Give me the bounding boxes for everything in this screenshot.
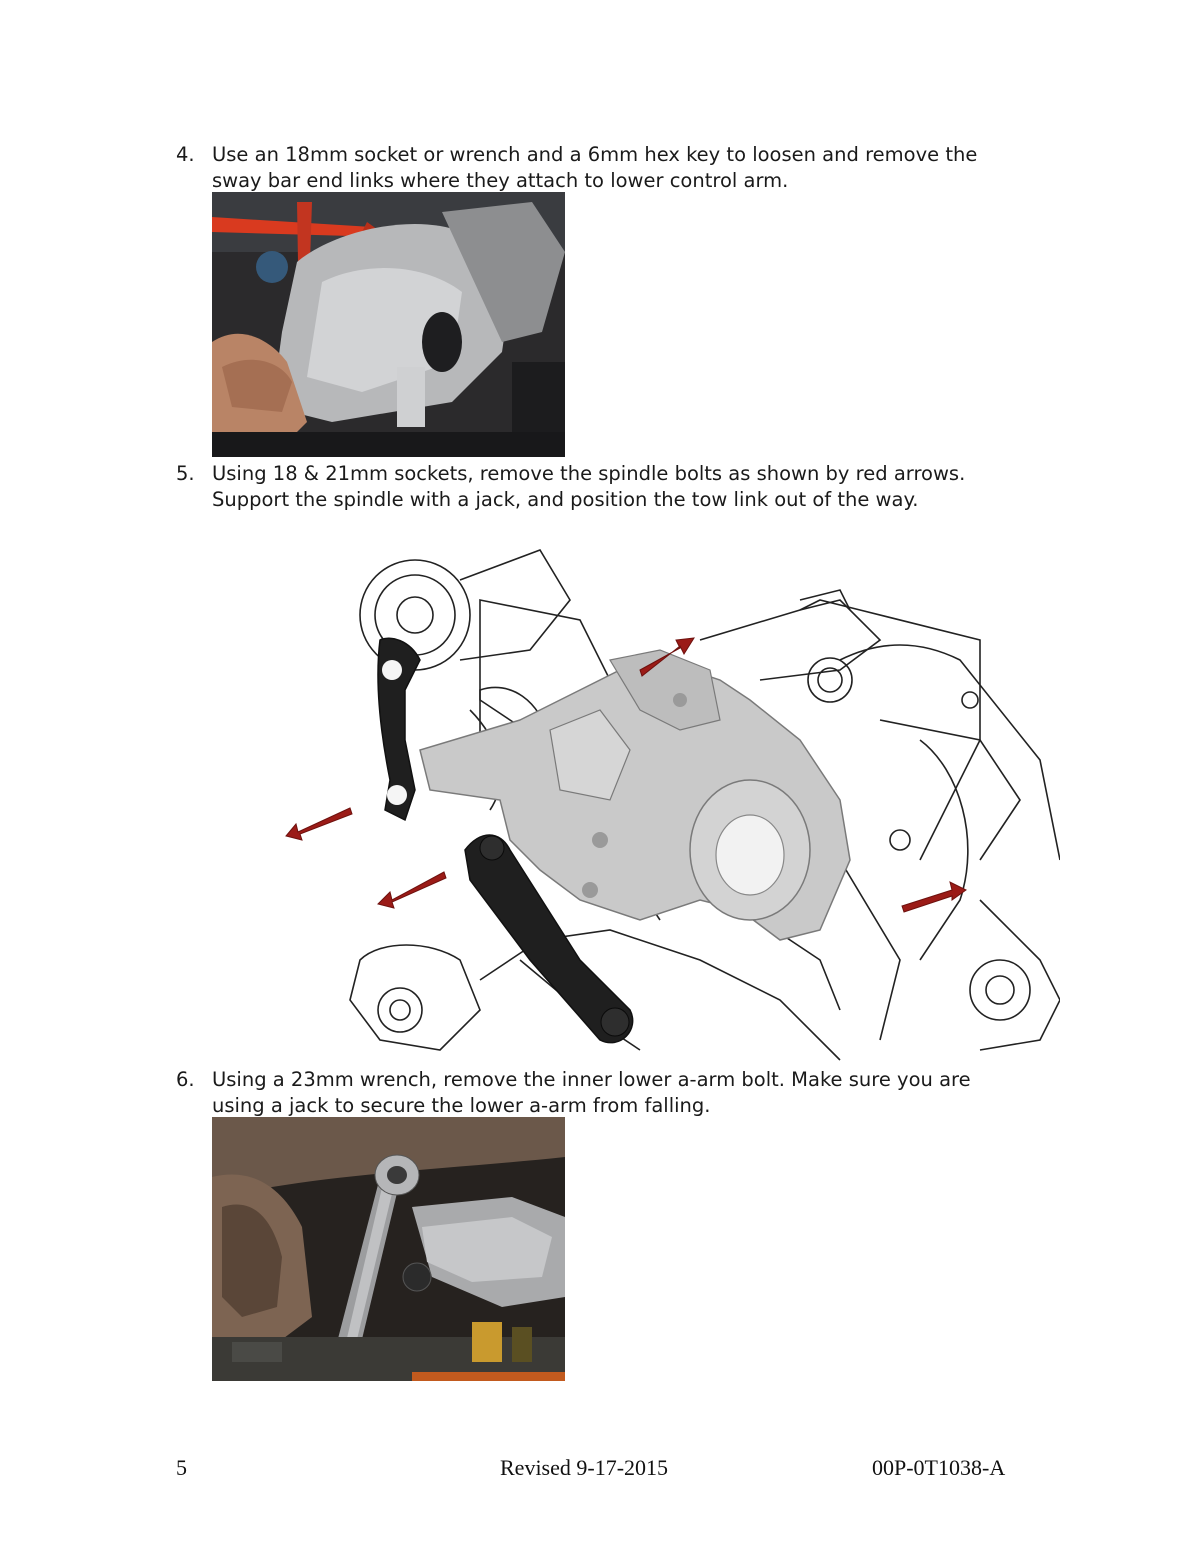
step-text: Using a 23mm wrench, remove the inner lower a-arm bolt. Make sure you are using a jack to secure the lower a-arm from falling. xyxy=(212,1068,971,1117)
sway-bar-end-link-photo xyxy=(212,192,565,457)
page-number: 5 xyxy=(176,1455,187,1480)
spindle-bolts-diagram xyxy=(280,540,1060,1065)
part-number: 00P-0T1038-A xyxy=(872,1455,1006,1480)
step-text: Use an 18mm socket or wrench and a 6mm hex key to loosen and remove the sway bar end links where they attach to lower control arm. xyxy=(212,143,978,192)
step-number: 4. xyxy=(176,143,195,166)
step-number: 6. xyxy=(176,1068,195,1091)
lower-a-arm-bolt-photo xyxy=(212,1117,565,1381)
revision-date: Revised 9-17-2015 xyxy=(500,1455,669,1480)
step-text: Using 18 & 21mm sockets, remove the spindle bolts as shown by red arrows. Support the spindle with a jack, and position the tow link out of the way. xyxy=(212,462,966,511)
step-number: 5. xyxy=(176,462,195,485)
